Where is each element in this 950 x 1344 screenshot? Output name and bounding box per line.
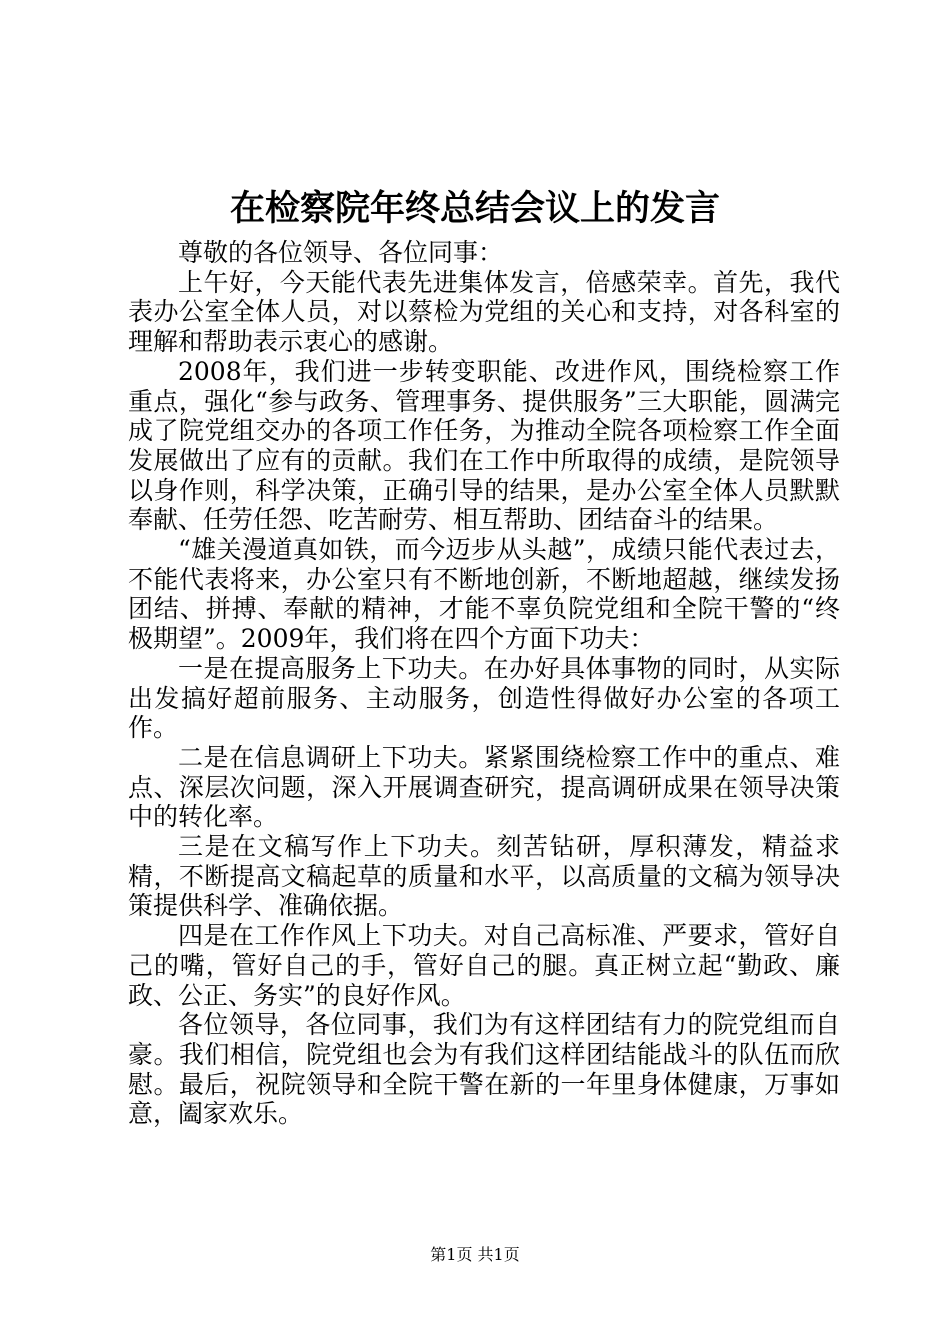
body-paragraph: 三是在文稿写作上下功夫。刻苦钻研，厚积薄发，精益求精，不断提高文稿起草的质量和水平，以高质量的文稿为领导决策提供科学、准确依据。 — [128, 832, 840, 921]
body-paragraph: 一是在提高服务上下功夫。在办好具体事物的同时，从实际出发搞好超前服务、主动服务，创造性得做好办公室的各项工作。 — [128, 653, 840, 743]
closing-paragraph: 各位领导，各位同事，我们为有这样团结有力的院党组而自豪。我们相信，院党组也会为有我们这样团结能战斗的队伍而欣慰。最后，祝院领导和全院干警在新的一年里身体健康，万事如意，阖家欢乐。 — [128, 1010, 840, 1129]
body-paragraph: 四是在工作作风上下功夫。对自己高标准、严要求，管好自己的嘴，管好自己的手，管好自己的腿。真正树立起“勤政、廉政、公正、务实”的良好作风。 — [128, 921, 840, 1010]
salutation-paragraph: 尊敬的各位领导、各位同事： — [178, 238, 504, 267]
body-paragraph: 二是在信息调研上下功夫。紧紧围绕检察工作中的重点、难点、深层次问题，深入开展调查研究，提高调研成果在领导决策中的转化率。 — [128, 742, 840, 832]
page-number-footer: 第1页 共1页 — [430, 1245, 520, 1264]
document-body — [128, 238, 840, 1129]
document-title: 在检察院年终总结会议上的发言 — [229, 188, 720, 229]
body-paragraph: 2008年，我们进一步转变职能、改进作风，围绕检察工作重点，强化“参与政务、管理事务、提供服务”三大职能，圆满完成了院党组交办的各项工作任务，为推动全院各项检察工作全面发展做出了应有的贡献。我们在工作中所取得的成绩，是院领导以身作则，科学决策，正确引导的结果，是办公室全体人员默默奉献、任劳任怨、吃苦耐劳、相互帮助、团结奋斗的结果。 — [128, 356, 840, 535]
body-paragraph: “雄关漫道真如铁，而今迈步从头越”，成绩只能代表过去，不能代表将来，办公室只有不断地创新，不断地超越，继续发扬团结、拼搏、奉献的精神，才能不辜负院党组和全院干警的“终极期望”。2009年，我们将在四个方面下功夫： — [128, 535, 840, 654]
body-paragraph: 上午好，今天能代表先进集体发言，倍感荣幸。首先，我代表办公室全体人员，对以蔡检为党组的关心和支持，对各科室的理解和帮助表示衷心的感谢。 — [128, 267, 840, 357]
